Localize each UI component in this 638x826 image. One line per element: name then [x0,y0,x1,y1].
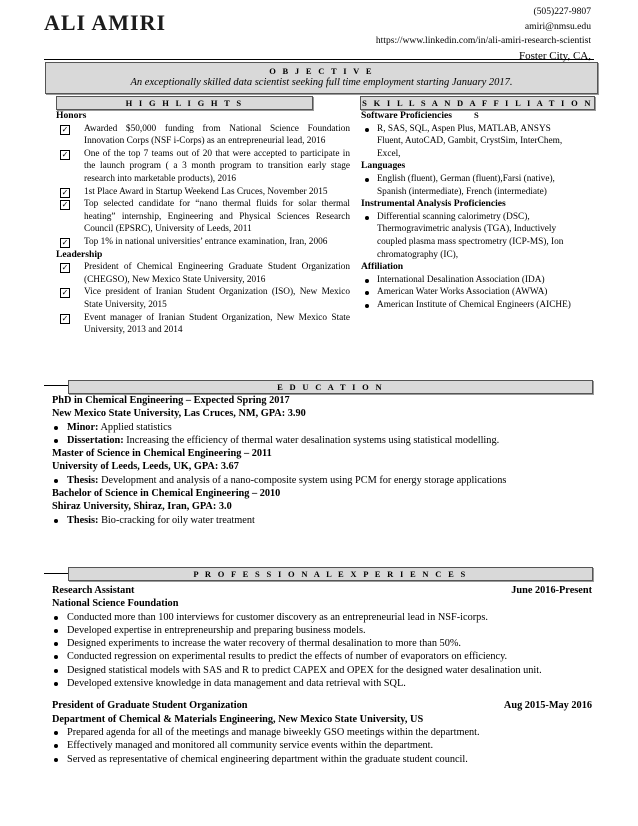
job2-item: Prepared agenda for all of the meetings and manage biweekly GSO meetings within the department. [52,726,592,739]
ms-thesis-item: Thesis: Development and analysis of a nano-composite system using PCM for energy storage applications [52,474,592,487]
email-address: amiri@nmsu.edu [524,20,591,32]
location: Foster City, CA, [518,49,591,62]
software-label: Software Proficiencies [361,110,453,121]
header-divider [44,59,594,60]
job1-heading [52,584,592,597]
job1-item: Developed expertise in entrepreneurship and preparing business models. [52,624,592,637]
skills-column [361,110,571,312]
job1-item: Developed extensive knowledge in data management and data retrieval with SQL. [52,677,592,690]
skills-header: S K I L L S A N D A F F I L I A T I O N S [360,96,595,110]
checkbox-icon: ✓ [61,313,69,323]
checkbox-icon: ✓ [61,200,69,210]
checkbox-icon: ✓ [61,263,69,273]
honor-item: ✓ One of the top 7 teams out of 20 that were accepted to participate in the launch program ( a 3 month program to transition early stage research into marketable products), 2016 [61,148,350,184]
job1-item: Conducted regression on experimental results to predict the effects of number of evaporators on efficiency. [52,650,592,663]
job1-item: Designed experiments to increase the water recovery of thermal desalination to more than 50%. [52,637,592,650]
instrumental-label: Instrumental Analysis Proficiencies [361,198,506,210]
leadership-item: ✓ Event manager of Iranian Student Organization, New Mexico State University, 2013 and 2014 [61,312,350,336]
leadership-item: ✓ President of Chemical Engineering Graduate Student Organization (CHEGSO), New Mexico State University, 2016 [61,262,350,285]
leadership-label: Leadership [56,248,103,260]
phone-number: (505)227-9807 [533,6,591,17]
job2-item: Effectively managed and monitored all community service events within the department. [52,739,592,752]
job1-dates: June 2016-Present [511,585,592,596]
honor-item: ✓ Top 1% in national universities’ entrance examination, Iran, 2006 [61,236,328,247]
affiliation-item: International Desalination Association (IDA) [361,274,571,287]
checkbox-icon: ✓ [61,187,69,197]
experience-header: P R O F E S S I O N A L E X P E R I E N C E S [68,567,593,581]
objective-title: O B J E C T I V E [269,66,374,76]
checkbox-icon: ✓ [61,288,69,298]
ms-degree: Master of Science in Chemical Engineering – 2011 [52,448,272,460]
leadership-item: ✓ Vice president of Iranian Student Organization (ISO), New Mexico State University, 2015 [61,287,350,310]
linkedin-url: https://www.linkedin.com/in/ali-amiri-research-scientist [375,35,591,46]
instrumental-item: Differential scanning calorimetry (DSC), Thermogravimetric analysis (TGA), Inductively coupled plasma mass spectrometry (ICP-MS), Ion chromatography (IC), [361,211,571,261]
job1-item: Conducted more than 100 interviews for customer discovery as an entrepreneurial lead in NSF-icorps. [52,611,592,624]
education-section [52,394,592,527]
education-header: E D U C A T I O N [68,380,593,394]
honor-item: ✓ Awarded $50,000 funding from National Science Foundation Innovation Corps (NSF i-Corps) as an entrepreneurial lead, 2016 [61,123,350,147]
minor-item: Minor: Applied statistics [52,421,592,434]
affiliation-item: American Water Works Association (AWWA) [361,286,571,299]
honors-label: Honors [56,110,87,121]
affiliation-item: American Institute of Chemical Engineers (AICHE) [361,299,571,312]
affiliation-label: Affiliation [361,261,404,273]
honor-item: ✓ 1st Place Award in Startup Weekend Las Cruces, November 2015 [61,186,328,197]
highlights-column [56,110,350,337]
job2-dates: Aug 2015-May 2016 [503,700,592,712]
job2-org: Department of Chemical & Materials Engineering, New Mexico State University, US [52,713,424,725]
objective-text: An exceptionally skilled data scientist seeking full time employment starting January 2017. [130,77,513,88]
languages-label: Languages [361,160,406,172]
job2-item: Served as representative of chemical engineering department within the graduate student council. [52,753,592,766]
languages-item: English (fluent), German (fluent),Farsi (native), Spanish (intermediate), French (intermediate) [361,173,571,198]
job1-title: Research Assistant [52,585,135,596]
experience-section [52,584,592,766]
objective-section [45,62,598,94]
job2-heading [52,699,592,712]
highlights-header: H I G H L I G H T S [56,96,313,110]
checkbox-icon: ✓ [61,124,69,134]
ms-school: University of Leeds, Leeds, UK, GPA: 3.67 [52,461,239,473]
bs-degree: Bachelor of Science in Chemical Engineering – 2010 [52,488,281,500]
job1-item: Designed statistical models with SAS and R to predict CAPEX and OPEX for the designed water desalination unit. [52,664,592,677]
software-item: R, SAS, SQL, Aspen Plus, MATLAB, ANSYS Fluent, AutoCAD, Gambit, CrystSim, InterChem, Excel, [361,123,571,161]
job2-title: President of Graduate Student Organization [52,700,248,712]
bs-thesis-item: Thesis: Bio-cracking for oily water treatment [52,514,592,527]
candidate-name: ALI AMIRI [44,10,167,35]
contact-block [376,5,591,63]
dissertation-item: Dissertation: Increasing the efficiency of thermal water desalination systems using statistical modelling. [52,434,592,447]
bs-school: Shiraz University, Shiraz, Iran, GPA: 3.0 [52,501,232,513]
phd-school: New Mexico State University, Las Cruces, NM, GPA: 3.90 [52,408,306,420]
phd-degree: PhD in Chemical Engineering – Expected Spring 2017 [52,395,290,406]
honor-item: ✓ Top selected candidate for “nano thermal fluids for solar thermal heating” internship, Engineering and Physical Sciences Research Council (EPSRC), University of Leeds, 2011 [61,199,350,235]
job1-org: National Science Foundation [52,598,179,610]
checkbox-icon: ✓ [61,149,69,159]
checkbox-icon: ✓ [61,237,69,247]
